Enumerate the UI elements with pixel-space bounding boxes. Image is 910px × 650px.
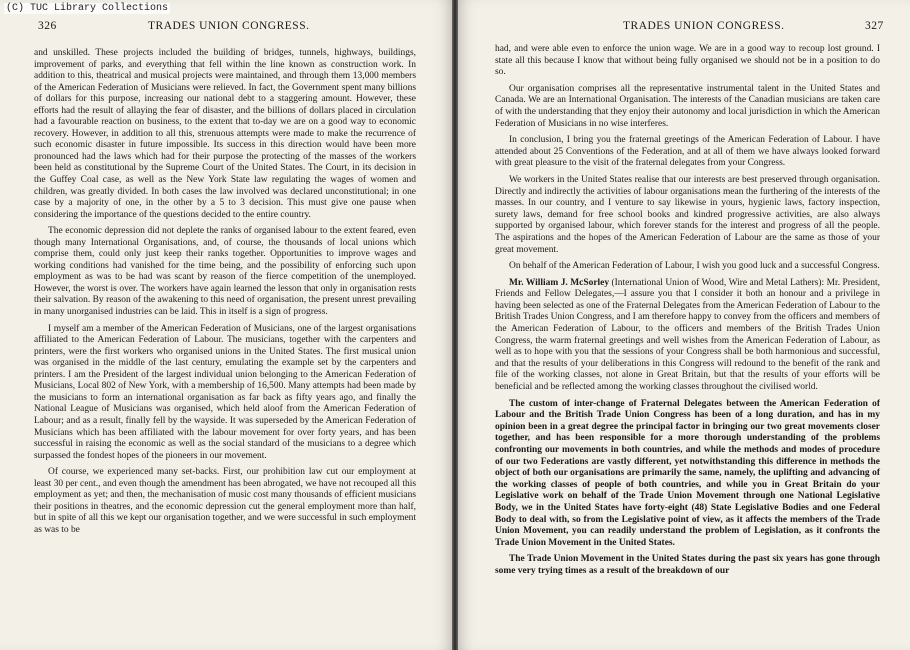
paragraph: I myself am a member of the American Federation of Musicians, one of the largest organisations affiliated to the American Federation of Labour. The musicians, together with the carpenters and printers, were the first workers who organised unions in the United States. The first musical union was organised in the middle of the last century, emulating the example set by the carpenters and printers. I am the President of the largest individual union belonging to the American Federation of Musicians, Local 802 of New York, with a membership of 16,500. Many attempts had been made by the musicians to form an international organisation as far back as fifty years ago, and finally the National League of Musicians was organised, which held aloof from the American Federation of Labour; and as a result, finally fell by the wayside. It was superseded by the American Federation of Musicians which has been affiliated with the labour movement for over forty years, and has been successful in raising the economic as well as the social standard of the musicians to a degree which surpassed the fondest hopes of the pioneers in our movement. — [34, 323, 416, 461]
book-gutter — [452, 0, 458, 650]
speaker-text: (International Union of Wood, Wire and Metal Lathers): Mr. President, Friends and Fellow Delegates,—I assure you that I consider it both an honour and a privilege in having been selected as one of the Fraternal Delegates from the American Federation of Labour to the British Trades Union Congress, and I am therefore happy to convey from the officers and members of the American Federation of Labour, to the officers and members of the British Trades Union Congress, the warm fraternal greetings and well wishes from the American Federation of Labour, as well as to hope with you that the sessions of your Congress shall be both harmonious and successful, and that the results of your deliberations in this Congress will redound to the benefit of the rank and file of the working classes, not alone in Great Britain, but that the results of your efforts will be beneficial and be reflected among the working classes throughout the civilised world. — [495, 277, 880, 393]
speaker-paragraph — [495, 278, 880, 394]
running-title: TRADES UNION CONGRESS. — [623, 20, 785, 32]
paragraph: Our organisation comprises all the representative instrumental talent in the United States and Canada. We are an International Organisation. The interests of the Canadian musicians are taken care of with the understanding that they enjoy their autonomy and local jurisdiction in which the American Federation of Musicians in no wise interferes. — [495, 83, 881, 129]
right-page — [455, 0, 910, 650]
right-page-body — [495, 44, 880, 583]
watermark: (C) TUC Library Collections — [6, 3, 169, 14]
paragraph: In conclusion, I bring you the fraternal greetings of the American Federation of Labour. I have attended about 25 Conventions of the Federation, and at all of them we have always looked forward with great pleasure to the visit of the fraternal delegates from your Congress. — [495, 135, 880, 169]
paragraph: The economic depression did not deplete the ranks of organised labour to the extent feared, even though many International Organisations, and, of course, the thousands of local unions which comprise them, could only just keep their ranks together. Opportunities to improve wages and working conditions had vanished for the time being, and the possibility of enforcing such upon employment as was to be had was scant by reason of the fierce competition of the unemployed. However, the worst is over. The workers have again learned the lesson that only in organisation rests their salvation. By reason of the awakening to this need of organisation, the present unrest prevailing in many unorganised industries can be laid. This in itself is a sign of progress. — [34, 226, 416, 318]
left-page-body — [34, 48, 416, 541]
running-title: TRADES UNION CONGRESS. — [148, 20, 310, 32]
paragraph: Of course, we experienced many set-backs. First, our prohibition law cut our employment at least 30 per cent., and even though the amendment has been abrogated, we have not recouped all this employment as yet; and then, the mechanisation of music cost many thousands of efficient musicians their positions in theatres, and the economic depression cut the general employment more than half, but in spite of all this we kept our organisation together, and we were successful in such employment as was to be — [34, 467, 416, 535]
paragraph: The custom of inter-change of Fraternal Delegates between the American Federation of Labour and the British Trade Union Congress has been of a long duration, and has in my opinion been in a great degree the principal factor in bringing our two great movements closer together, and has been responsible for a more thorough understanding of the problems confronting our movements in both countries, and while the methods and modes of procedure of our two Federations are vastly different, yet notwithstanding this difference in methods the object of both our organisations are primarily the same, namely, the uplifting and advancing of the working classes of people of both countries, and while you in Great Britain do your Legislative work on behalf of the Trade Union Movement through one National Legislative Body, we in the United States have forty-eight (48) State Legislative Bodies and one Federal Body to deal with, so from the Legislative point of view, as it affects the members of the Trade Union Movement, you can readily understand the problem of Legislation, as it confronts the Trade Union Movement in the United States. — [495, 398, 880, 548]
paragraph: On behalf of the American Federation of Labour, I wish you good luck and a successful Congress. — [509, 261, 880, 272]
page-number: 327 — [865, 20, 884, 32]
paragraph: had, and were able even to enforce the union wage. We are in a good way to recoup lost ground. I state all this because I know that without being fully organised we should not be in a position to do so. — [495, 44, 880, 78]
paragraph: and unskilled. These projects included the building of bridges, tunnels, highways, buildings, improvement of parks, and everything that fell within the line known as construction work. In addition to this, theatrical and musical projects were maintained, and through them 13,000 members of the American Federation of Musicians were relieved. In fact, the Government spent many billions of dollars for this purpose, increasing our national debt to a staggering amount. However, these efforts had the result of allaying the fear of disaster, and the billions of dollars placed in circulation had a favourable reaction on business, to the extent that to-day we are on a good way to economic recovery. However, in addition to all this, strenuous attempts were made to make the recurrence of such economic disaster in future impossible. Its success in this direction would have been more pronounced had the laws which had for their purpose the protecting of the masses of the workers been held as constitutional by the Supreme Court of the United States. The Court, in its decision in the Guffey Coal case, as well as the New York State law regulating the wages of women and children, was greatly divided. In both cases the law involved was declared unconstitutional; in one case by a majority of one, in the other by a 5 to 3 decision. This must give one pause when considering the importance of the questions decided to the entire country. — [34, 48, 416, 220]
page-number: 326 — [38, 20, 57, 32]
speaker-name: Mr. William J. McSorley — [509, 277, 610, 288]
paragraph: We workers in the United States realise that our interests are best preserved through organisation. Directly and indirectly the activities of labour organisations mean the furthering of the interests of the masses. In our country, and I venture to say likewise in yours, hygienic laws, factory inspection, surety laws, demand for free school books and kindred progressive activities, are also always supported by organised labour, which forever stands for the interest and progress of all the people. The aspirations and the hopes of the American Federation of Labour are the same as those of your great movement. — [495, 174, 880, 255]
paragraph: The Trade Union Movement in the United States during the past six years has gone through some very trying times as a result of the breakdown of our — [495, 554, 880, 576]
